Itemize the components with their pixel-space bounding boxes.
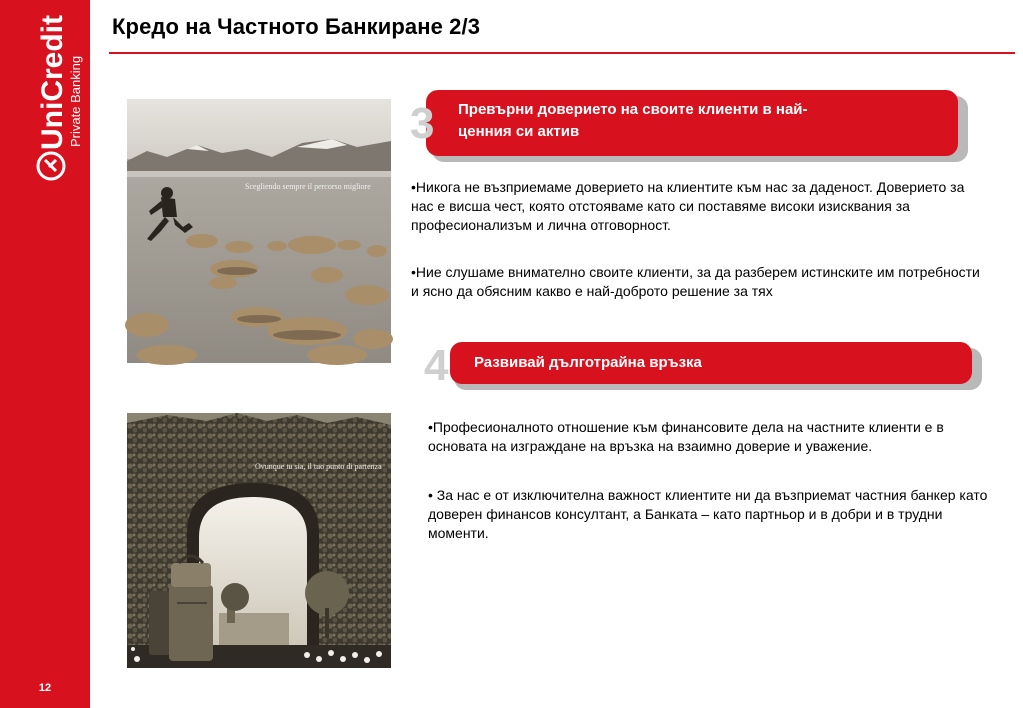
- banner-box: [426, 90, 958, 156]
- section-3-body: [411, 178, 981, 301]
- section-4-bullet-1: •Професионалното отношение към финансовите дела на частните клиенти е в основата на изграждане на връзка на взаимно доверие и уважение.: [428, 419, 944, 454]
- title-divider: [109, 52, 1015, 54]
- section-3-heading: [458, 99, 808, 143]
- photo-lake-jump: [127, 99, 391, 363]
- section-4-body: [428, 418, 1000, 543]
- brand-sidebar: [0, 0, 90, 708]
- photo-hedge-archway: [127, 413, 391, 668]
- banner-box: [450, 342, 972, 384]
- section-4-banner: [424, 340, 984, 392]
- page-title: Кредо на Частното Банкиране 2/3: [112, 14, 481, 39]
- section-3-heading-line1: Превърни доверието на своите клиенти в най-: [458, 101, 808, 118]
- section-3-bullet-2: •Ние слушаме внимателно своите клиенти, за да разберем истинските им потребности и ясно да обясним какво е най-доброто решение за тях: [411, 264, 980, 299]
- photo2-caption: Ovunque tu sia, il tuo punto di partenza: [255, 462, 382, 471]
- section-3-bullet-1: •Никога не възприемаме доверието на клиентите към нас за даденост. Доверието за нас е висша чест, която отстояваме като си поставяме високи изисквания за професионализъм и лична отговорност.: [411, 179, 965, 233]
- unicredit-logo: [12, 15, 83, 190]
- section-3-banner: [408, 88, 968, 164]
- section-4-number: 4: [424, 341, 449, 390]
- brand-name-text: UniCredit: [36, 15, 69, 150]
- page-number: 12: [38, 682, 52, 694]
- photo1-caption: Scegliendo sempre il percorso migliore: [245, 182, 371, 191]
- section-3-number: 3: [410, 99, 435, 148]
- unicredit-emblem-icon: [38, 153, 64, 179]
- section-3-heading-line2: ценния си актив: [458, 123, 580, 140]
- section-4-heading: Развивай дълготрайна връзка: [474, 354, 702, 371]
- brand-sub-text: Private Banking: [68, 55, 83, 147]
- section-4-bullet-2: • За нас е от изключителна важност клиентите ни да възприемат частния банкер като доверен финансов консултант, а Банката – като партньор и в добри и в трудни моменти.: [428, 487, 988, 541]
